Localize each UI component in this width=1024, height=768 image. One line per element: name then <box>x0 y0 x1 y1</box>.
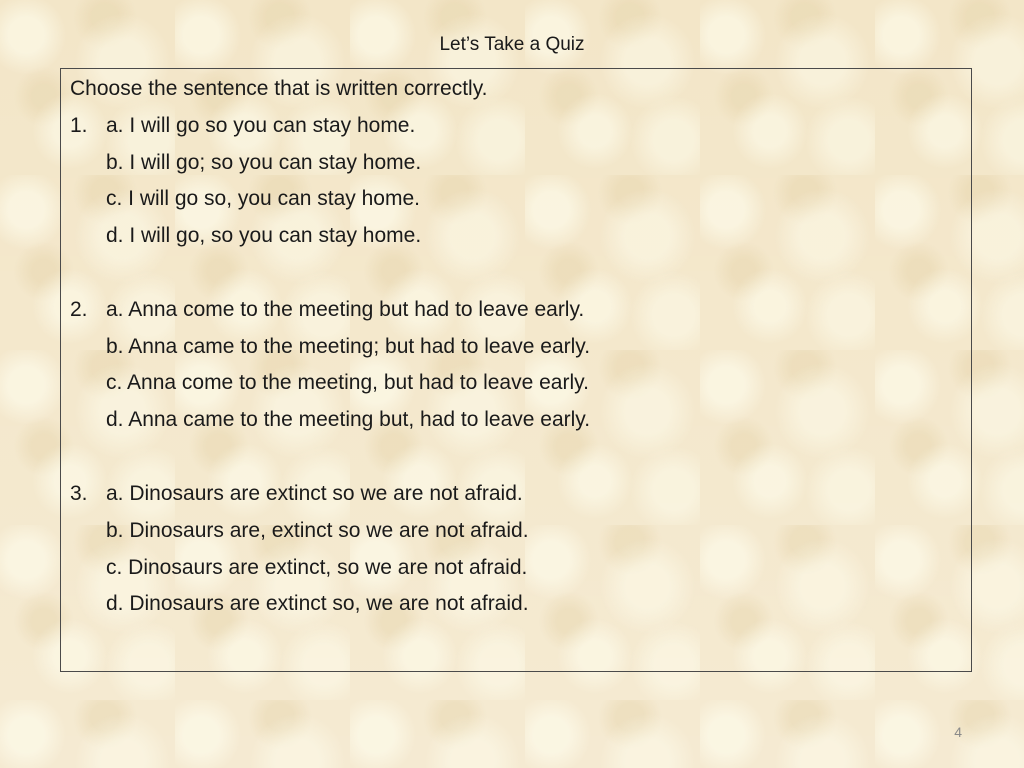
question-number: 3. <box>70 482 88 505</box>
question-3-option-a <box>70 481 523 507</box>
question-2-option-a <box>70 297 584 323</box>
question-1-option-c: c. I will go so, you can stay home. <box>106 187 420 210</box>
quiz-instruction: Choose the sentence that is written correctly. <box>70 77 488 100</box>
question-3-option-c: c. Dinosaurs are extinct, so we are not afraid. <box>106 556 528 579</box>
question-2-option-b: b. Anna came to the meeting; but had to leave early. <box>106 335 591 358</box>
option-text: a. Anna come to the meeting but had to leave early. <box>106 298 585 321</box>
question-1-option-b: b. I will go; so you can stay home. <box>106 151 422 174</box>
question-1-option-d: d. I will go, so you can stay home. <box>106 224 422 247</box>
slide-title: Let’s Take a Quiz <box>439 34 585 55</box>
question-1-option-a <box>70 113 415 139</box>
question-2-option-d: d. Anna came to the meeting but, had to leave early. <box>106 408 591 431</box>
page-number: 4 <box>954 724 962 740</box>
question-number: 2. <box>70 298 88 321</box>
question-number: 1. <box>70 114 88 137</box>
option-text: a. Dinosaurs are extinct so we are not afraid. <box>106 482 523 505</box>
option-text: a. I will go so you can stay home. <box>106 114 416 137</box>
question-3-option-d: d. Dinosaurs are extinct so, we are not afraid. <box>106 592 529 615</box>
question-3-option-b: b. Dinosaurs are, extinct so we are not afraid. <box>106 519 529 542</box>
question-2-option-c: c. Anna come to the meeting, but had to leave early. <box>106 371 589 394</box>
